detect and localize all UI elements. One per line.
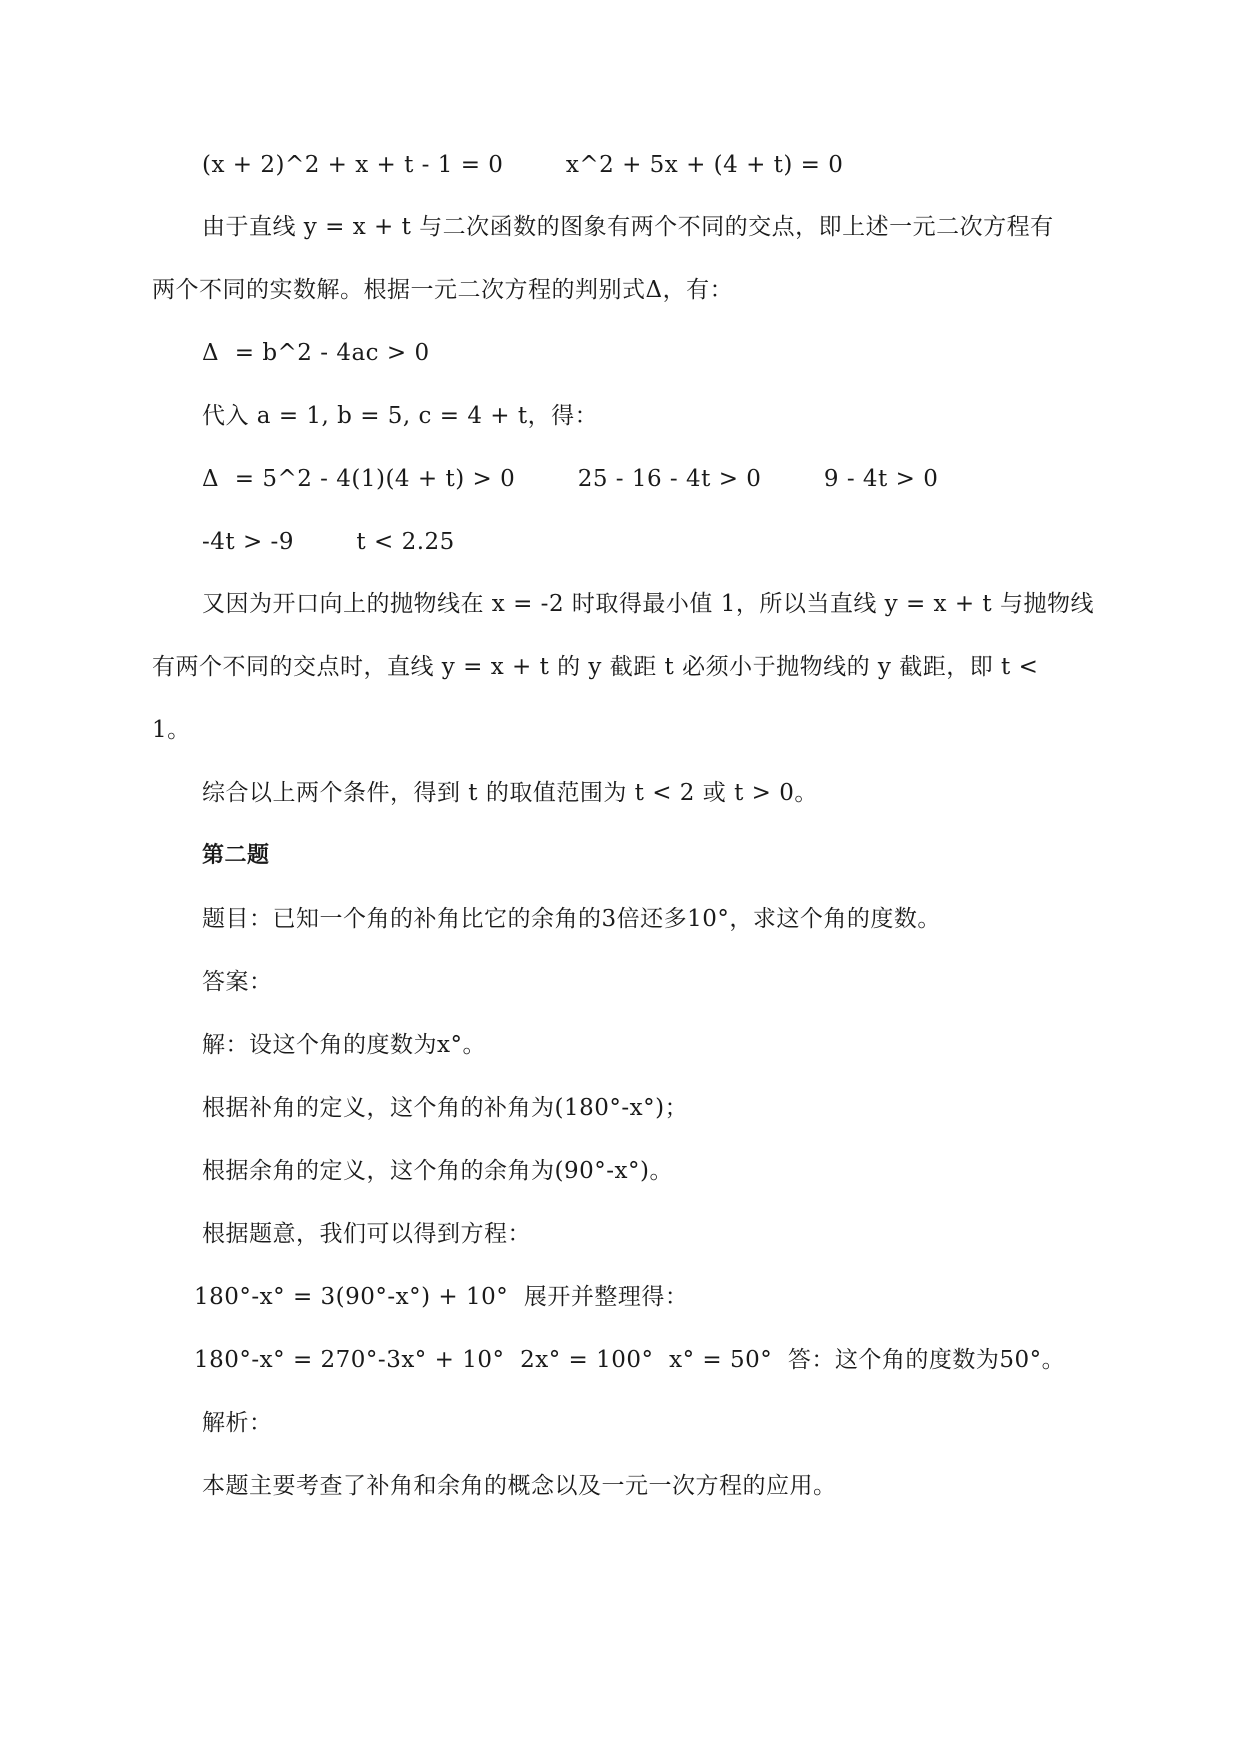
solution-line: 根据余角的定义，这个角的余角为(90°-x°)。 xyxy=(202,1158,673,1184)
solution-line: 根据补角的定义，这个角的补角为(180°-x°)； xyxy=(202,1095,689,1121)
equation-line: Δ = 5^2 - 4(1)(4 + t) > 0 25 - 16 - 4t > 0 9 - 4t > 0 xyxy=(202,466,939,492)
analysis-line: 本题主要考查了补角和余角的概念以及一元一次方程的应用。 xyxy=(202,1473,837,1499)
equation-line: (x + 2)^2 + x + t - 1 = 0 x^2 + 5x + (4 + t) = 0 xyxy=(202,152,844,178)
paragraph-line: 代入 a = 1, b = 5, c = 4 + t，得： xyxy=(202,403,599,429)
paragraph-line: 由于直线 y = x + t 与二次函数的图象有两个不同的交点，即上述一元二次方程有 xyxy=(202,214,1054,240)
equation-line: 180°-x° = 3(90°-x°) + 10° 展开并整理得： xyxy=(194,1284,689,1310)
paragraph-line: 两个不同的实数解。根据一元二次方程的判别式Δ，有： xyxy=(152,277,734,303)
section-heading: 第二题 xyxy=(202,843,270,868)
equation-line: Δ = b^2 - 4ac > 0 xyxy=(202,340,430,366)
equation-line: 180°-x° = 270°-3x° + 10° 2x° = 100° x° = 50° 答：这个角的度数为50°。 xyxy=(194,1347,1066,1373)
analysis-label: 解析： xyxy=(202,1410,273,1436)
question-line: 题目：已知一个角的补角比它的余角的3倍还多10°，求这个角的度数。 xyxy=(202,906,941,932)
solution-line: 根据题意，我们可以得到方程： xyxy=(202,1221,531,1247)
paragraph-line: 1。 xyxy=(152,717,191,743)
equation-line: -4t > -9 t < 2.25 xyxy=(202,529,455,555)
paragraph-line: 综合以上两个条件，得到 t 的取值范围为 t < 2 或 t > 0。 xyxy=(202,780,818,806)
solution-line: 解：设这个角的度数为x°。 xyxy=(202,1032,486,1058)
paragraph-line: 又因为开口向上的抛物线在 x = -2 时取得最小值 1，所以当直线 y = x + t 与抛物线 xyxy=(202,591,1094,617)
answer-label: 答案： xyxy=(202,969,273,995)
paragraph-line: 有两个不同的交点时，直线 y = x + t 的 y 截距 t 必须小于抛物线的 y 截距，即 t < xyxy=(152,654,1039,680)
